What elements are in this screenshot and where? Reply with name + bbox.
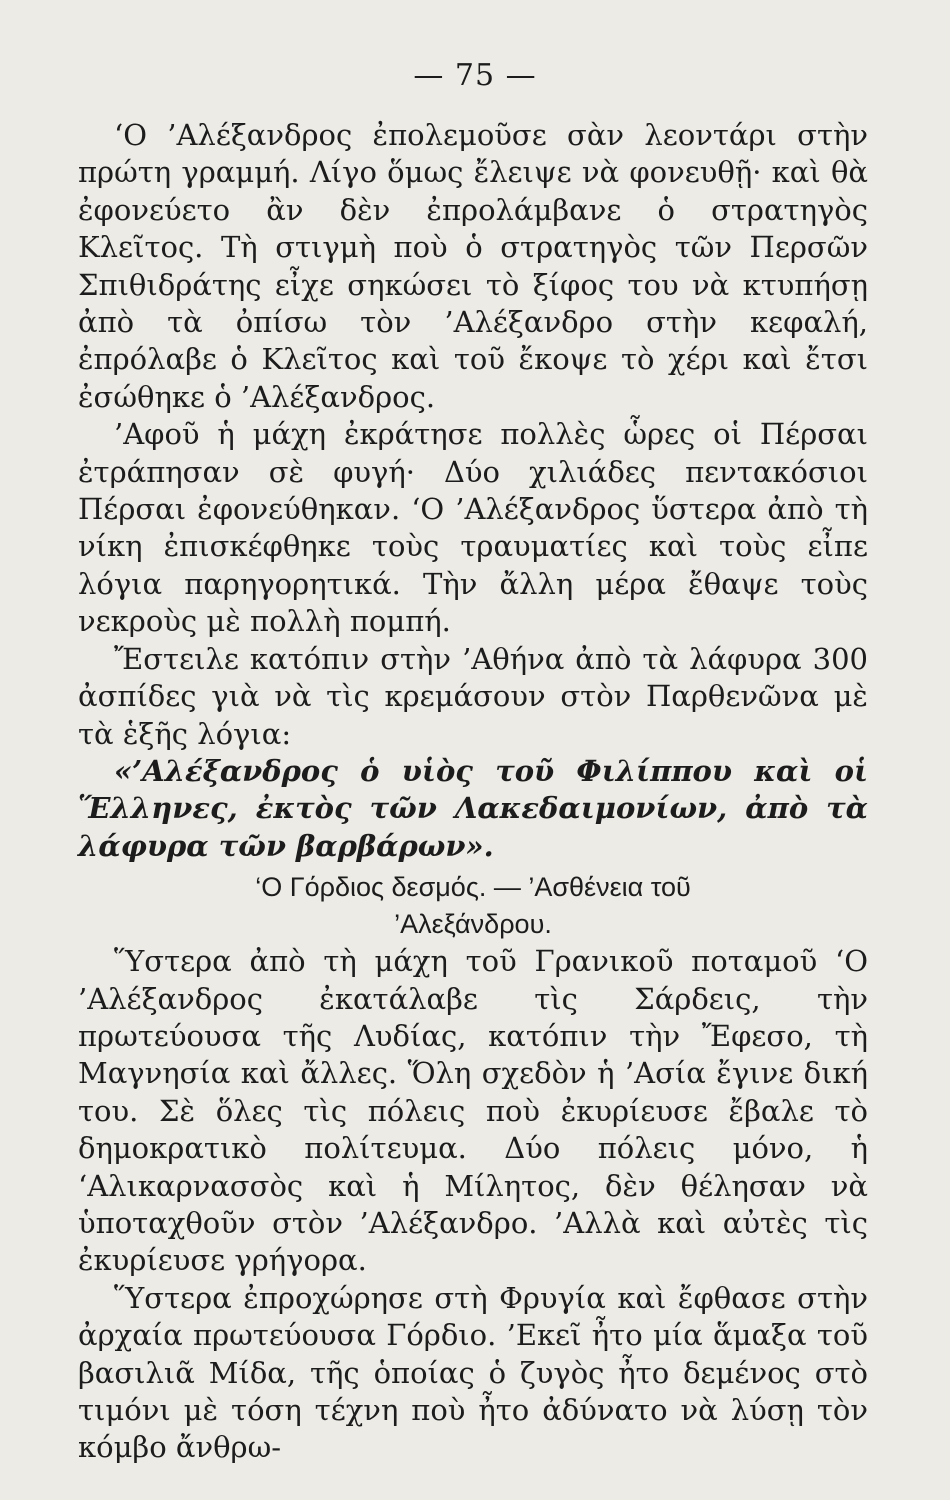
paragraph-5: Ὕστερα ἐπροχώρησε στὴ Φρυγία καὶ ἔφθασε στὴν ἀρχαία πρωτεύουσα Γόρδιο. ’Εκεῖ ἦτο μία ἅμαξα τοῦ βασιλιᾶ Μίδα, τῆς ὁποίας ὁ ζυγὸς ἦτο δεμένος στὸ τιμόνι μὲ τόση τέχνη ποὺ ἦτο ἀδύνατο νὰ λύσῃ τὸν κόμβο ἄνθρω- xyxy=(78,1280,868,1465)
section-heading-line-1: ‘Ο Γόρδιος δεσμός. — ’Ασθένεια τοῦ xyxy=(255,872,691,903)
paragraph-4: Ὕστερα ἀπὸ τὴ μάχη τοῦ Γρανικοῦ ποταμοῦ ‘Ο ’Αλέξανδρος ἐκατάλαβε τὶς Σάρδεις, τὴν πρωτεύουσα τῆς Λυδίας, κατόπιν τὴν Ἔφεσο, τὴ Μαγνησία καὶ ἄλλες. Ὅλη σχεδὸν ἡ ’Ασία ἔγινε δική του. Σὲ ὅλες τὶς πόλεις ποὺ ἐκυρίευσε ἔβαλε τὸ δημοκρατικὸ πολίτευμα. Δύο πόλεις μόνο, ἡ ‘Αλικαρνασσὸς καὶ ἡ Μίλητος, δὲν θέλησαν νὰ ὑποταχθοῦν στὸν ’Αλέξανδρο. ’Αλλὰ καὶ αὐτὲς τὶς ἐκυρίευσε γρήγορα. xyxy=(78,944,868,1278)
paragraph-2: ’Αφοῦ ἡ μάχη ἐκράτησε πολλὲς ὧρες οἱ Πέρσαι ἐτράπησαν σὲ φυγή· Δύο χιλιάδες πεντακόσιοι Πέρσαι ἐφονεύθηκαν. ‘Ο ’Αλέξανδρος ὕστερα ἀπὸ τὴ νίκη ἐπισκέφθηκε τοὺς τραυματίες καὶ τοὺς εἶπε λόγια παρηγορητικά. Τὴν ἄλλη μέρα ἔθαψε τοὺς νεκροὺς μὲ πολλὴ πομπή. xyxy=(78,417,868,639)
body-text xyxy=(78,117,868,1467)
paragraph-3: Ἔστειλε κατόπιν στὴν ’Αθήνα ἀπὸ τὰ λάφυρα 300 ἀσπίδες γιὰ νὰ τὶς κρεμάσουν στὸν Παρθενῶνα μὲ τὰ ἑξῆς λόγια: xyxy=(78,641,868,751)
page-number: — 75 — xyxy=(413,58,537,93)
paragraph-1: ‘Ο ’Αλέξανδρος ἐπολεμοῦσε σὰν λεοντάρι στὴν πρώτη γραμμή. Λίγο ὅμως ἔλειψε νὰ φονευθῇ· καὶ θὰ ἐφονεύετο ἂν δὲν ἐπρολάμβανε ὁ στρατηγὸς Κλεῖτος. Τὴ στιγμὴ ποὺ ὁ στρατηγὸς τῶν Περσῶν Σπιθιδράτης εἶχε σηκώσει τὸ ξίφος του νὰ κτυπήσῃ ἀπὸ τὰ ὀπίσω τὸν ’Αλέξανδρο στὴν κεφαλή, ἐπρόλαβε ὁ Κλεῖτος καὶ τοῦ ἔκοψε τὸ χέρι καὶ ἔτσι ἐσώθηκε ὁ ’Αλέξανδρος. xyxy=(78,118,868,414)
inscription-quote: «’Αλέξανδρος ὁ υἱὸς τοῦ Φιλίππου καὶ οἱ Ἕλληνες, ἐκτὸς τῶν Λακεδαιμονίων, ἀπὸ τὰ λάφυρα τῶν βαρβάρων». xyxy=(78,753,868,863)
section-heading-line-2: ’Αλεξάνδρου. xyxy=(394,909,552,940)
section-heading xyxy=(78,869,868,943)
